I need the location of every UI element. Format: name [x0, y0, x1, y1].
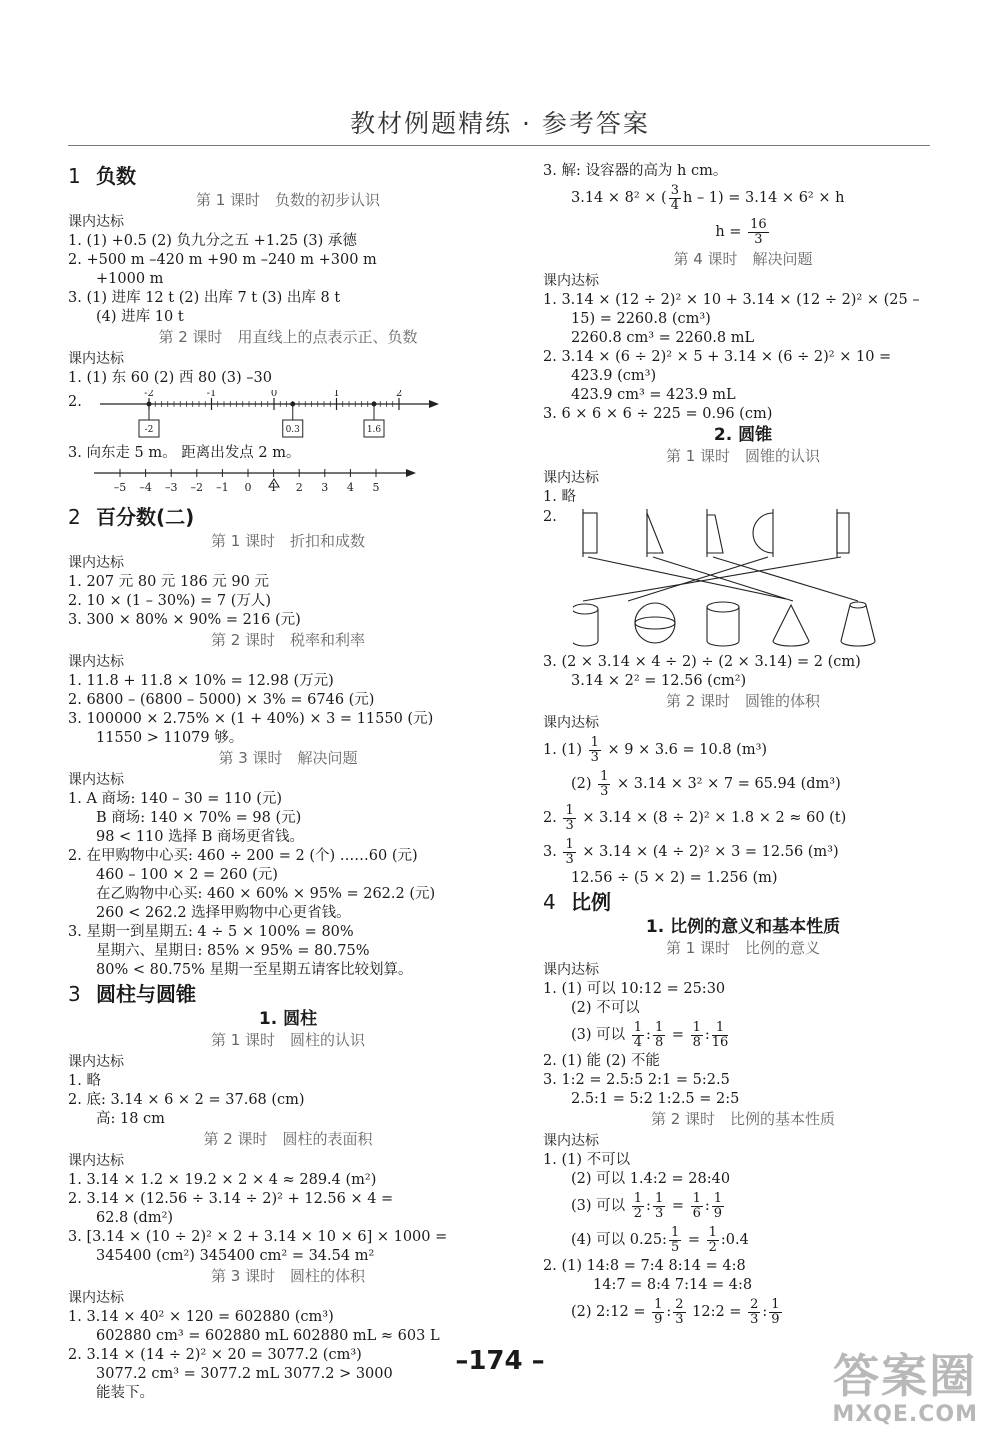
- tick-label: –1: [216, 481, 229, 494]
- answer-line-fraction: [543, 835, 943, 869]
- fraction-numerator: 1: [670, 1224, 680, 1240]
- fraction: [598, 770, 610, 799]
- answer-text: :: [646, 1198, 651, 1214]
- tick-label: 0: [270, 390, 278, 399]
- answer-text: :: [704, 1198, 710, 1214]
- tick-label: 2: [395, 390, 403, 399]
- subsection-heading: 1. 比例的意义和基本性质: [645, 917, 841, 937]
- rectangle-shape: [583, 513, 597, 553]
- answer-line: 3. 300 × 80% × 90% = 216 (元): [68, 612, 301, 628]
- answer-line: 12.56 ÷ (5 × 2) = 1.256 (m): [571, 870, 778, 886]
- shape-matching-svg: [573, 509, 893, 651]
- frustum-top: [850, 602, 866, 608]
- fraction: [589, 736, 601, 765]
- fraction-numerator: 2: [675, 1296, 684, 1312]
- fraction-numerator: 16: [750, 216, 767, 232]
- answer-line: 1. 略: [543, 489, 576, 505]
- answer-line: 2260.8 cm³ = 2260.8 mL: [571, 330, 755, 346]
- answer-text: =: [683, 1232, 705, 1248]
- answer-text: :0.4: [720, 1232, 749, 1248]
- number-line-figure: [68, 465, 508, 501]
- fraction-denominator: 9: [771, 1311, 780, 1327]
- fraction-denominator: 6: [692, 1205, 701, 1221]
- fraction: [712, 1021, 729, 1050]
- answer-line: +1000 m: [96, 271, 164, 287]
- section-number: 3: [68, 982, 81, 1006]
- watermark-url: MXQE.COM: [832, 1402, 978, 1427]
- fraction-denominator: 3: [754, 231, 763, 247]
- fraction-numerator: 1: [654, 1190, 664, 1206]
- answer-line-fraction: [543, 1189, 943, 1223]
- lesson-title: 第 3 课时 解决问题: [218, 749, 358, 767]
- arrow-head: [406, 469, 416, 477]
- exercise-label: 课内达标: [68, 1290, 124, 1306]
- section-number: 1: [68, 164, 81, 188]
- lesson-title: 第 1 课时 折扣和成数: [210, 532, 366, 550]
- answer-line: 2. 3.14 × (6 ÷ 2)² × 5 + 3.14 × (6 ÷ 2)² × 10 =: [543, 349, 892, 365]
- lesson-title: 第 2 课时 圆锥的体积: [665, 692, 821, 710]
- answer-line: 1. (1) 可以 10:12 = 25:30: [543, 981, 726, 997]
- fraction-denominator: 2: [633, 1205, 643, 1221]
- number-line-svg: [94, 390, 464, 442]
- tick-label: –2: [190, 481, 204, 494]
- answer-text: 3.: [543, 844, 562, 860]
- answer-line: (2) 不可以: [571, 1000, 640, 1016]
- exercise-label: 课内达标: [543, 962, 599, 978]
- answer-line: 15) = 2260.8 (cm³): [571, 311, 711, 327]
- trapezoid-shape: [707, 515, 723, 553]
- lesson-title: 第 1 课时 比例的意义: [665, 939, 821, 957]
- fraction-denominator: 8: [692, 1034, 701, 1050]
- answer-line: B 商场: 140 × 70% = 98 (元): [96, 810, 302, 826]
- answer-line: 2. 6800 – (6800 – 5000) × 3% = 6746 (元): [68, 692, 375, 708]
- tick-label: -2: [144, 390, 154, 399]
- answer-text: 3.14 × 8² × (: [571, 190, 667, 206]
- lesson-title: 第 1 课时 圆锥的认识: [665, 447, 821, 465]
- exercise-label: 课内达标: [68, 351, 124, 367]
- fraction-denominator: 3: [600, 783, 609, 799]
- exercise-label: 课内达标: [68, 555, 124, 571]
- answer-line: 3. 1:2 = 2.5:5 2:1 = 5:2.5: [543, 1072, 730, 1088]
- fraction-denominator: 3: [654, 1205, 664, 1221]
- answer-line: 1. 3.14 × 40² × 120 = 602880 (cm³): [68, 1309, 334, 1325]
- fraction-numerator: 1: [654, 1296, 663, 1312]
- answer-text: :: [704, 1027, 710, 1043]
- answer-line: 602880 cm³ = 602880 mL 602880 mL ≈ 603 L: [96, 1328, 440, 1344]
- fraction: [691, 1192, 703, 1221]
- answer-text: 2.: [543, 810, 562, 826]
- number-line-svg: [94, 465, 454, 501]
- fraction-denominator: 2: [708, 1239, 717, 1255]
- matching-line: [713, 557, 858, 601]
- answer-line: 2. (1) 14:8 = 7:4 8:14 = 4:8: [543, 1258, 746, 1274]
- section-title: 圆柱与圆锥: [96, 982, 196, 1006]
- fraction: [563, 804, 575, 833]
- answer-text: (4) 可以 0.25:: [571, 1232, 667, 1248]
- cylinder-body: [707, 607, 739, 646]
- answer-line: 345400 (cm²) 345400 cm² = 34.54 m²: [96, 1248, 375, 1264]
- answer-line: 62.8 (dm²): [96, 1210, 174, 1226]
- section-heading: [68, 162, 508, 190]
- fraction: [673, 1298, 685, 1327]
- answer-text: (3) 可以: [571, 1027, 630, 1043]
- answer-text: × 3.14 × (8 ÷ 2)² × 1.8 × 2 ≈ 60 (t): [577, 810, 847, 826]
- answer-line-fraction: [543, 215, 943, 249]
- answer-line: 2. 底: 3.14 × 6 × 2 = 37.68 (cm): [68, 1092, 305, 1108]
- answer-line: 2. +500 m –420 m +90 m –240 m +300 m: [68, 252, 377, 268]
- answer-text: =: [667, 1198, 689, 1214]
- section-heading: [543, 888, 943, 916]
- cylinder-body: [573, 609, 598, 646]
- lesson-title: 第 2 课时 比例的基本性质: [650, 1110, 836, 1128]
- answer-line: 98 < 110 选择 B 商场更省钱。: [96, 829, 304, 845]
- fraction: [707, 1226, 719, 1255]
- answer-text: × 9 × 3.6 = 10.8 (m³): [602, 742, 768, 758]
- number-line-figure: [68, 390, 508, 442]
- subsection-heading: 2. 圆锥: [713, 425, 773, 445]
- answer-line: 1. (1) 不可以: [543, 1152, 631, 1168]
- answer-text: (2) 2:12 =: [571, 1304, 651, 1320]
- answer-line: 2. (1) 能 (2) 不能: [543, 1053, 660, 1069]
- point-box-label: 0.3: [285, 425, 300, 435]
- semicircle-shape: [753, 513, 773, 553]
- matching-line: [588, 557, 786, 599]
- answer-line: 1. 207 元 80 元 186 元 90 元: [68, 574, 269, 590]
- fraction-denominator: 3: [565, 817, 574, 833]
- lesson-title: 第 1 课时 负数的初步认识: [195, 191, 381, 209]
- fraction-denominator: 8: [654, 1034, 664, 1050]
- shape-matching-figure: [543, 509, 943, 651]
- answer-line: 1. (1) +0.5 (2) 负九分之五 +1.25 (3) 承德: [68, 233, 357, 249]
- answer-text: (3) 可以: [571, 1198, 630, 1214]
- tick-label: -1: [206, 390, 217, 399]
- answer-line: 11550 > 11079 够。: [96, 730, 244, 746]
- point-box-label: 1.6: [366, 425, 382, 435]
- answer-text: 1. (1): [543, 742, 587, 758]
- answer-text: h =: [715, 224, 747, 240]
- exercise-label: 课内达标: [543, 715, 599, 731]
- exercise-label: 课内达标: [68, 214, 124, 230]
- answer-line: 1. A 商场: 140 – 30 = 110 (元): [68, 791, 283, 807]
- exercise-label: 课内达标: [543, 1133, 599, 1149]
- section-heading: [68, 503, 508, 531]
- exercise-label: 课内达标: [68, 654, 124, 670]
- point-box-label: -2: [144, 425, 154, 435]
- lesson-title: 第 2 课时 税率和利率: [210, 631, 366, 649]
- answer-line: 3.14 × 2² = 12.56 (cm²): [571, 673, 747, 689]
- sphere-equator: [635, 617, 675, 629]
- exercise-label: 课内达标: [68, 1153, 124, 1169]
- answer-line: (2) 可以 1.4:2 = 28:40: [571, 1171, 731, 1187]
- fraction-numerator: 1: [692, 1190, 701, 1206]
- lesson-title: 第 4 课时 解决问题: [673, 250, 813, 268]
- page-number: –174 –: [455, 1346, 545, 1376]
- answer-line-fraction: [543, 767, 943, 801]
- answer-line: 260 < 262.2 选择甲购物中心更省钱。: [96, 905, 351, 921]
- fraction: [653, 1021, 665, 1050]
- answer-line: 3. [3.14 × (10 ÷ 2)² × 2 + 3.14 × 10 × 6] × 1000 =: [68, 1229, 448, 1245]
- answer-line: 1. 3.14 × (12 ÷ 2)² × 10 + 3.14 × (12 ÷ 2)² × (25 –: [543, 292, 920, 308]
- answer-line: 1. (1) 东 60 (2) 西 80 (3) –30: [68, 370, 272, 386]
- cone-shape: [773, 605, 809, 646]
- answer-line: 2. 3.14 × (12.56 ÷ 3.14 ÷ 2)² + 12.56 × 4 =: [68, 1191, 394, 1207]
- tick-label: –3: [164, 481, 178, 494]
- frustum-body: [841, 605, 875, 646]
- answer-line: 3. 星期一到星期五: 4 ÷ 5 × 100% = 80%: [68, 924, 354, 940]
- right-column: [543, 162, 943, 1329]
- fraction-denominator: 9: [713, 1205, 723, 1221]
- answer-text: h – 1) = 3.14 × 6² × h: [683, 190, 845, 206]
- answer-line: 3. 向东走 5 m。 距离出发点 2 m。: [68, 445, 301, 461]
- cylinder-top: [707, 602, 739, 612]
- tick-label: 5: [372, 481, 380, 494]
- fraction: [748, 1298, 760, 1327]
- answer-line: 3077.2 cm³ = 3077.2 mL 3077.2 > 3000: [96, 1366, 393, 1382]
- fraction: [769, 1298, 781, 1327]
- fraction-numerator: 1: [565, 802, 574, 818]
- lesson-title: 第 1 课时 圆柱的认识: [210, 1031, 366, 1049]
- tick-label: 4: [346, 481, 354, 494]
- fraction-numerator: 1: [712, 1021, 729, 1036]
- answer-line: 能装下。: [96, 1385, 154, 1401]
- subsection-heading: 1. 圆柱: [258, 1009, 318, 1029]
- answer-line: 80% < 80.75% 星期一至星期五请客比较划算。: [96, 962, 413, 978]
- fraction-denominator: 3: [750, 1311, 759, 1327]
- section-title: 百分数(二): [96, 505, 195, 529]
- triangle-shape: [647, 513, 663, 553]
- fraction-numerator: 1: [692, 1019, 701, 1035]
- answer-text: =: [667, 1027, 689, 1043]
- answer-line: 3. (2 × 3.14 × 4 ÷ 2) ÷ (2 × 3.14) = 2 (cm): [543, 654, 861, 670]
- fraction-numerator: 1: [600, 768, 609, 784]
- matching-line: [653, 557, 793, 601]
- tick-label: 0: [244, 481, 252, 494]
- answer-text: :: [762, 1304, 768, 1320]
- fraction-numerator: 3: [670, 182, 679, 198]
- fraction: [669, 1226, 681, 1255]
- fraction: [712, 1192, 724, 1221]
- answer-line: 高: 18 cm: [96, 1111, 165, 1127]
- fraction-numerator: 1: [590, 734, 599, 750]
- answer-line-fraction: [543, 181, 943, 215]
- answer-line: 3. (1) 进库 12 t (2) 出库 7 t (3) 出库 8 t: [68, 290, 341, 306]
- fraction: [748, 218, 769, 247]
- tick-label: –4: [139, 481, 152, 494]
- exercise-label: 课内达标: [543, 273, 599, 289]
- fraction-numerator: 1: [771, 1296, 780, 1312]
- watermark-logo: [832, 1350, 978, 1427]
- answer-line: 14:7 = 8:4 7:14 = 4:8: [593, 1277, 753, 1293]
- tick-label: –5: [113, 481, 127, 494]
- answer-line: 3. 6 × 6 × 6 ÷ 225 = 0.96 (cm): [543, 406, 773, 422]
- fraction-denominator: 3: [565, 851, 574, 867]
- answer-line: 在乙购物中心买: 460 × 60% × 95% = 262.2 (元): [96, 886, 436, 902]
- lesson-title: 第 2 课时 圆柱的表面积: [203, 1130, 373, 1148]
- section-number: 4: [543, 890, 556, 914]
- fraction: [691, 1021, 703, 1050]
- section-number: 2: [68, 505, 81, 529]
- fraction: [669, 184, 681, 213]
- fraction-numerator: 1: [633, 1190, 643, 1206]
- answer-line: (4) 进库 10 t: [96, 309, 184, 325]
- answer-line-fraction: [543, 1223, 943, 1257]
- question-number: 2.: [68, 394, 82, 410]
- answer-line: 星期六、星期日: 85% × 95% = 80.75%: [96, 943, 370, 959]
- matching-line: [628, 557, 768, 601]
- lesson-title: 第 2 课时 用直线上的点表示正、负数: [158, 328, 418, 346]
- answer-line: 2. 3.14 × (14 ÷ 2)² × 20 = 3077.2 (cm³): [68, 1347, 362, 1363]
- answer-line: 2.5:1 = 5:2 1:2.5 = 2:5: [571, 1091, 740, 1107]
- answer-text: (2): [571, 776, 597, 792]
- answer-line: 423.9 cm³ = 423.9 mL: [571, 387, 736, 403]
- rectangle-shape: [837, 513, 849, 553]
- fraction-denominator: 3: [675, 1311, 684, 1327]
- answer-line-fraction: [543, 1018, 943, 1052]
- exercise-label: 课内达标: [68, 772, 124, 788]
- fraction-numerator: 1: [565, 836, 574, 852]
- fraction: [632, 1192, 644, 1221]
- section-title: 负数: [96, 164, 136, 188]
- answer-text: × 3.14 × (4 ÷ 2)² × 3 = 12.56 (m³): [577, 844, 839, 860]
- answer-line: 3. 解: 设容器的高为 h cm。: [543, 163, 728, 179]
- fraction: [632, 1021, 644, 1050]
- answer-line: 460 – 100 × 2 = 260 (元): [96, 867, 278, 883]
- fraction-numerator: 1: [654, 1019, 664, 1035]
- answer-text: × 3.14 × 3² × 7 = 65.94 (dm³): [612, 776, 841, 792]
- fraction-numerator: 2: [750, 1296, 759, 1312]
- answer-text: :: [666, 1304, 672, 1320]
- sphere-shape: [635, 603, 675, 643]
- fraction-denominator: 4: [633, 1034, 643, 1050]
- fraction-denominator: 9: [654, 1311, 663, 1327]
- title-rule: [68, 145, 930, 146]
- lesson-title: 第 3 课时 圆柱的体积: [210, 1267, 366, 1285]
- answer-line-fraction: [543, 733, 943, 767]
- exercise-label: 课内达标: [543, 470, 599, 486]
- answer-line-fraction: [543, 1295, 943, 1329]
- cylinder-top: [573, 604, 598, 614]
- fraction-numerator: 1: [713, 1190, 723, 1206]
- answer-line: 1. 3.14 × 1.2 × 19.2 × 2 × 4 ≈ 289.4 (m²): [68, 1172, 377, 1188]
- left-column: [68, 162, 508, 1403]
- arrow-head: [429, 400, 439, 408]
- fraction-denominator: 16: [711, 1034, 729, 1050]
- exercise-label: 课内达标: [68, 1054, 124, 1070]
- answer-line: 2. 在甲购物中心买: 460 ÷ 200 = 2 (个) ……60 (元): [68, 848, 418, 864]
- tick-label: 2: [295, 481, 303, 494]
- tick-label: 1: [270, 481, 278, 494]
- fraction-denominator: 3: [590, 749, 599, 765]
- tick-label: 1: [333, 390, 340, 399]
- fraction: [563, 838, 575, 867]
- answer-line: 1. 11.8 + 11.8 × 10% = 12.98 (万元): [68, 673, 334, 689]
- fraction: [652, 1298, 664, 1327]
- answer-line: 2. 10 × (1 – 30%) = 7 (万人): [68, 593, 272, 609]
- answer-line-fraction: [543, 801, 943, 835]
- fraction-denominator: 5: [670, 1239, 680, 1255]
- question-number: 2.: [543, 509, 557, 525]
- fraction: [653, 1192, 665, 1221]
- section-heading: [68, 980, 508, 1008]
- tick-label: 3: [321, 481, 329, 494]
- page-title: 教材例题精练 · 参考答案: [350, 109, 650, 138]
- fraction-denominator: 4: [670, 197, 679, 213]
- answer-line: 423.9 (cm³): [571, 368, 657, 384]
- fraction-numerator: 1: [708, 1224, 717, 1240]
- answer-line: 3. 100000 × 2.75% × (1 + 40%) × 3 = 11550 (元): [68, 711, 434, 727]
- answer-text: 12:2 =: [687, 1304, 747, 1320]
- answer-line: 1. 略: [68, 1073, 101, 1089]
- section-title: 比例: [571, 890, 611, 914]
- answer-text: :: [646, 1027, 651, 1043]
- watermark-brand: 答案圈: [833, 1349, 978, 1403]
- fraction-numerator: 1: [633, 1019, 643, 1035]
